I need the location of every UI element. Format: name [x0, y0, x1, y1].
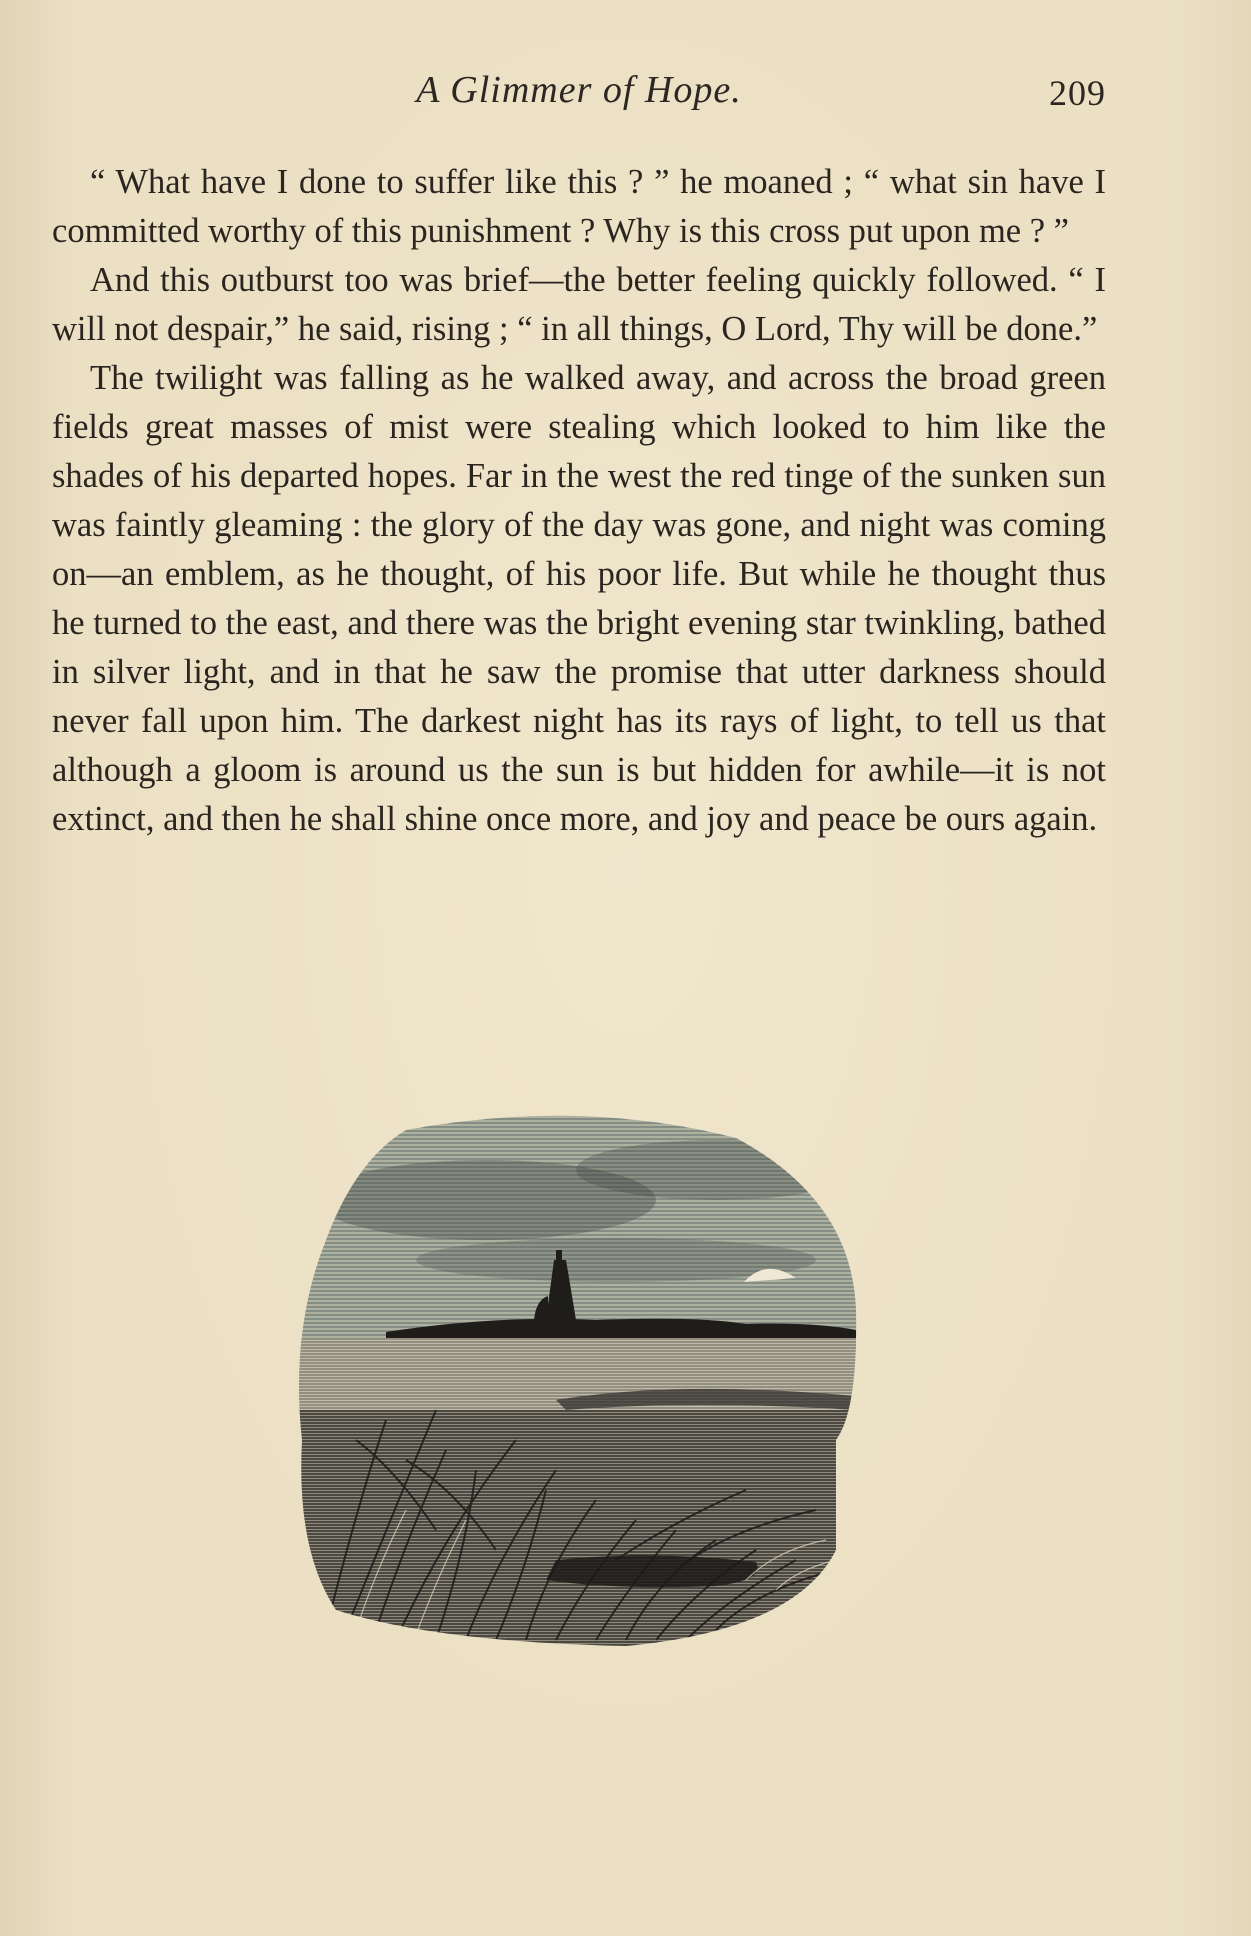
running-head — [52, 62, 1106, 122]
vignette-svg — [296, 1110, 864, 1650]
engraved-vignette-illustration — [296, 1110, 864, 1650]
paragraph-2: And this outburst too was brief—the better feeling quickly followed. “ I will not despair,” he said, rising ; “ in all things, O Lord, Thy will be done.” — [52, 261, 1106, 348]
paragraph-3: The twilight was falling as he walked away, and across the broad green fields great masses of mist were stealing which looked to him like the shades of his departed hopes. Far in the west the red tinge of the sunken sun was faintly gleaming : the glory of the day was gone, and night was coming on—an emblem, as he thought, of his poor life. But while he thought thus he turned to the east, and there was the bright evening star twinkling, bathed in silver light, and in that he saw the promise that utter darkness should never fall upon him. The darkest night has its rays of light, to tell us that although a gloom is around us the sun is but hidden for awhile—it is not extinct, and then he shall shine once more, and joy and peace be ours again. — [52, 359, 1106, 838]
body-text — [52, 158, 1106, 844]
paragraph-1: “ What have I done to suffer like this ? ” he moaned ; “ what sin have I committed worthy of this punishment ? Why is this cross put upon me ? ” — [52, 163, 1106, 250]
page-number: 209 — [1049, 73, 1106, 113]
running-title: A Glimmer of Hope. — [416, 69, 742, 111]
vignette-scene — [296, 1110, 864, 1650]
